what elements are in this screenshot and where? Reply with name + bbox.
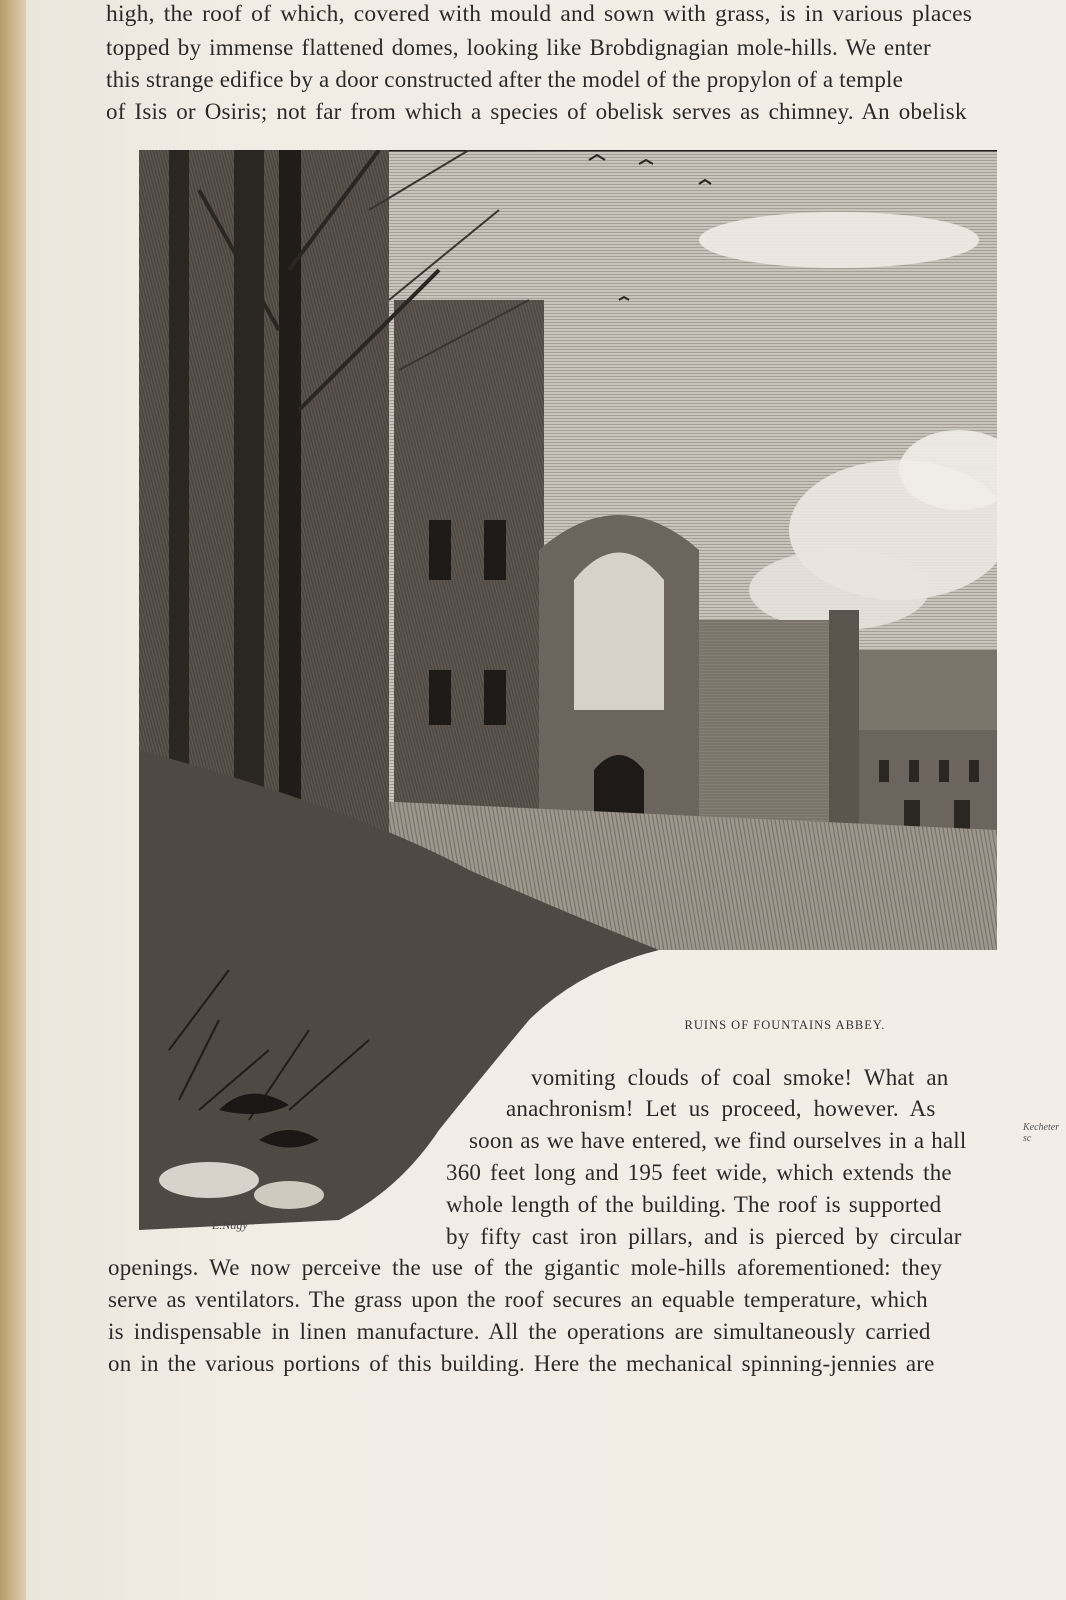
text-line: topped by immense flattened domes, looking like Brobdignagian mole-hills. We enter (106, 35, 931, 60)
text-line: serve as ventilators. The grass upon the roof secures an equable temperature, which (108, 1287, 928, 1312)
text-line: high, the roof of which, covered with mould and sown with grass, is in various places (106, 1, 973, 27)
text-line: anachronism! Let us proceed, however. As (506, 1096, 936, 1121)
text-line: vomiting clouds of coal smoke! What an (531, 1065, 949, 1090)
text-line: by fifty cast iron pillars, and is pierced by circular (446, 1224, 962, 1249)
engraver-signature: Kecheter sc (1023, 1122, 1060, 1144)
text-line: 360 feet long and 195 feet wide, which extends the (446, 1160, 952, 1185)
illustration-caption: RUINS OF FOUNTAINS ABBEY. (684, 1018, 886, 1032)
book-page (26, 0, 1066, 1600)
text-line: on in the various portions of this building. Here the mechanical spinning-jennies are (108, 1351, 935, 1376)
text-line: is indispensable in linen manufacture. All the operations are simultaneously carried (108, 1319, 931, 1344)
artist-signature: E.Nagy (212, 1218, 248, 1232)
text-line: this strange edifice by a door constructed after the model of the propylon of a temple (106, 67, 904, 92)
text-line: openings. We now perceive the use of the gigantic mole-hills aforementioned: they (108, 1255, 943, 1280)
text-line: of Isis or Osiris; not far from which a species of obelisk serves as chimney. An obelisk (106, 99, 967, 124)
text-line: whole length of the building. The roof is supported (446, 1192, 942, 1217)
text-line: soon as we have entered, we find ourselves in a hall (469, 1128, 967, 1153)
